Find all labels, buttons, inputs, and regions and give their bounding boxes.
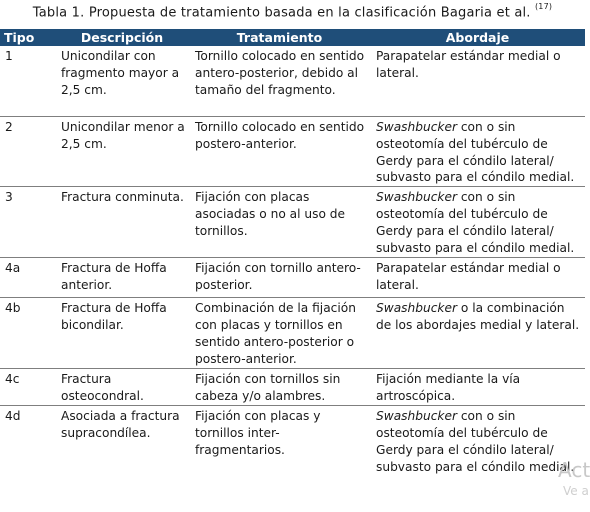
table-header-row <box>0 29 585 46</box>
cell-descripcion: Fractura conminuta. <box>55 187 189 258</box>
caption-text: Tabla 1. Propuesta de tratamiento basada en la clasificación Bagaria et al. <box>32 5 531 21</box>
abordaje-emphasis: Swashbucker <box>376 120 457 134</box>
abordaje-text: o la combinación de los abordajes medial y lateral. <box>376 301 580 332</box>
abordaje-emphasis: Swashbucker <box>376 190 457 205</box>
cell-abordaje <box>370 117 585 187</box>
cell-descripcion: Unicondilar con fragmento mayor a 2,5 cm. <box>55 46 189 117</box>
cell-tipo: 4d <box>5 409 21 424</box>
header-descripcion: Descripción <box>55 29 189 46</box>
header-tratamiento: Tratamiento <box>189 29 370 46</box>
cell-descripcion: Fractura de Hoffa anterior. <box>55 258 189 298</box>
abordaje-text: Parapatelar estándar medial o lateral. <box>376 261 561 292</box>
abordaje-emphasis: Swashbucker <box>376 409 457 424</box>
abordaje-text: Parapatelar estándar medial o lateral. <box>376 49 561 80</box>
cell-abordaje <box>370 46 585 117</box>
cell-tipo: 2 <box>0 117 55 187</box>
cell-tratamiento: Fijación con tornillos sin cabeza y/o alambres. <box>189 369 370 406</box>
treatment-table <box>0 29 585 478</box>
cell-tipo: 1 <box>0 46 55 117</box>
cell-tratamiento: Tornillo colocado en sentido antero-posterior, debido al tamaño del fragmento. <box>189 46 370 117</box>
table-row <box>0 46 585 117</box>
table-row <box>0 406 585 479</box>
cell-tipo: 4a <box>0 258 55 298</box>
cell-abordaje <box>370 187 585 258</box>
cell-descripcion: Unicondilar menor a 2,5 cm. <box>55 117 189 187</box>
caption-reference: (17) <box>534 2 553 11</box>
cell-tratamiento: Fijación con placas asociadas o no al uso de tornillos. <box>189 187 370 258</box>
cell-abordaje <box>370 298 585 369</box>
header-abordaje: Abordaje <box>370 29 585 46</box>
cell-tratamiento: Fijación con placas y tornillos inter-fragmentarios. <box>195 409 321 457</box>
activation-watermark-subtext: Ve a <box>563 484 589 498</box>
cell-abordaje <box>370 406 585 479</box>
cell-descripcion: Asociada a fractura supracondílea. <box>61 409 180 440</box>
abordaje-emphasis: Swashbucker <box>376 301 457 316</box>
abordaje-text: Fijación mediante la vía artroscópica. <box>376 372 521 403</box>
table-row <box>0 369 585 406</box>
cell-tipo: 4b <box>0 298 55 369</box>
cell-tipo: 4c <box>0 369 55 406</box>
cell-tratamiento: Combinación de la fijación con placas y tornillos en sentido antero-posterior o postero-anterior. <box>189 298 370 369</box>
cell-tratamiento: Tornillo colocado en sentido postero-anterior. <box>189 117 370 187</box>
cell-abordaje <box>370 258 585 298</box>
cell-abordaje <box>370 369 585 406</box>
header-tipo: Tipo <box>0 29 55 46</box>
cell-descripcion: Fractura de Hoffa bicondilar. <box>55 298 189 369</box>
table-caption <box>0 4 585 20</box>
abordaje-text: con o sin osteotomía del tubérculo de Gerdy para el cóndilo lateral/ subvasto para el cóndilo medial. <box>376 409 575 474</box>
table-row <box>0 187 585 258</box>
cell-tipo: 3 <box>0 187 55 258</box>
table-row <box>0 258 585 298</box>
cell-tratamiento: Fijación con tornillo antero-posterior. <box>189 258 370 298</box>
activation-watermark: Act <box>558 458 590 482</box>
cell-descripcion: Fractura osteocondral. <box>55 369 189 406</box>
abordaje-text: con o sin osteotomía del tubérculo de Gerdy para el cóndilo lateral/ subvasto para el cóndilo medial. <box>376 190 575 255</box>
table-row <box>0 117 585 187</box>
table-row <box>0 298 585 369</box>
abordaje-text: con o sin osteotomía del tubérculo de Gerdy para el cóndilo lateral/ subvasto para el cóndilo medial. <box>376 120 575 185</box>
